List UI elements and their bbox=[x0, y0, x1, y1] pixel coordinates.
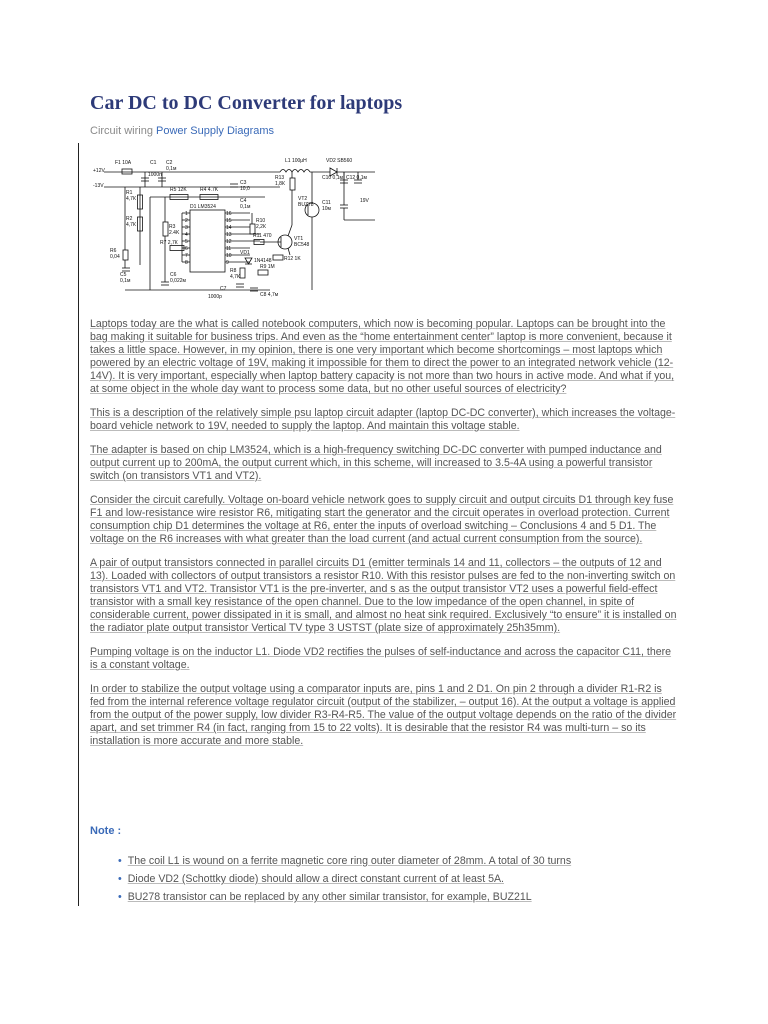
paragraph-circuit[interactable]: Consider the circuit carefully. Voltage on-board vehicle network goes to supply circuit and output circuits D1 through key fuse F1 and low-resistance wire resistor R6, mitigating start the generator and the circuit operates in overload protection. Current consumption chip D1 determines the voltage at R6, enter the inputs of overload switching – Conclusions 4 and 5 D1. The voltage on the R6 increases with what greater than the load current (and actual current consumption from the source). bbox=[90, 494, 674, 545]
label-r5: R5 12K bbox=[170, 187, 187, 193]
label-r10: R10 bbox=[256, 218, 266, 224]
label-r13v: 1,8К bbox=[275, 181, 285, 187]
label-r7: R7 2,7К bbox=[160, 240, 178, 246]
label-r11: R11 470 bbox=[253, 233, 272, 239]
label-r13: R13 bbox=[275, 175, 285, 181]
note-heading: Note : bbox=[90, 825, 122, 837]
label-c11: C11 bbox=[322, 200, 331, 206]
label-r4: R4 4.7K bbox=[200, 187, 219, 193]
category-line bbox=[90, 125, 274, 137]
label-c7v: 1000p bbox=[208, 294, 222, 300]
pin-l7: 7 bbox=[185, 253, 188, 259]
paragraph-intro[interactable]: Laptops today are the what is called notebook computers, which now is becoming popular. Laptops can be brought into the bag making it suitable for business trips. And even as the “home entertainment center” laptop is more convenient, because it takes a little space. However, in my opinion, there is one very important which become shortcomings – most laptops which powered by an electric voltage of 19V, making it impossible for them to direct the power to an integrated network vehicle (12-14V). It is very important, especially when laptop battery capacity is not more than two hours in active mode. And what if you, at some object in the whole day want to process some data, but no other useful sources of electricity? bbox=[90, 318, 675, 395]
label-r2: R2 bbox=[126, 216, 133, 222]
label-c1: C1 bbox=[150, 160, 157, 166]
label-in-pos: +12V bbox=[93, 168, 105, 174]
label-c12: C12 0,1м bbox=[346, 175, 367, 181]
pin-r12: 12 bbox=[226, 239, 232, 245]
label-f1: F1 10A bbox=[115, 160, 132, 166]
label-r2v: 4,7К bbox=[126, 222, 136, 228]
label-r8: R8 bbox=[230, 268, 237, 274]
label-l1: L1 100μH bbox=[285, 158, 307, 164]
label-r6v: 0,04 bbox=[110, 254, 120, 260]
label-c2: C2 bbox=[166, 160, 173, 166]
pin-l6: 6 bbox=[185, 246, 188, 252]
label-r3: R3 bbox=[169, 224, 176, 230]
pin-l4: 4 bbox=[185, 232, 188, 238]
left-rule bbox=[78, 143, 79, 906]
label-c5v: 0,1м bbox=[120, 278, 131, 284]
bullet-icon: • bbox=[118, 891, 122, 903]
label-vt1: VT1 bbox=[294, 236, 304, 242]
label-vd1v: 1N4148 bbox=[254, 258, 272, 264]
label-c3: C3 bbox=[240, 180, 247, 186]
pin-r10: 10 bbox=[226, 253, 232, 259]
pin-l2: 2 bbox=[185, 218, 188, 224]
pin-r14: 14 bbox=[226, 225, 232, 231]
label-c4v: 0,1м bbox=[240, 204, 251, 210]
label-c7: C7 bbox=[220, 286, 227, 292]
paragraph-description[interactable]: This is a description of the relatively simple psu laptop circuit adapter (laptop DC-DC converter), which increases the voltage-board vehicle network to 19V, needed to supply the laptop. And maintain this voltage stable. bbox=[90, 407, 676, 432]
note-text: Diode VD2 (Schottky diode) should allow a direct constant current of at least 5A. bbox=[127, 873, 504, 885]
label-vt2v: BUZ78 bbox=[298, 202, 314, 208]
label-c10: C10 0,1м bbox=[322, 175, 343, 181]
note-text: The coil L1 is wound on a ferrite magnetic core ring outer diameter of 28mm. A total of 30 turns bbox=[127, 855, 572, 867]
bullet-icon: • bbox=[118, 855, 122, 867]
pin-l1: 1 bbox=[185, 211, 188, 217]
label-vd2: VD2 SB560 bbox=[326, 158, 353, 164]
notes-list bbox=[118, 855, 571, 909]
category-prefix: Circuit wiring bbox=[90, 125, 153, 137]
label-vd1: VD1 bbox=[240, 250, 250, 256]
label-r9: R9 1M bbox=[260, 264, 275, 270]
label-r6: R6 bbox=[110, 248, 117, 254]
label-in-neg: -13V bbox=[93, 183, 104, 189]
label-c6: C6 bbox=[170, 272, 177, 278]
label-c2v: 0,1м bbox=[166, 166, 177, 172]
pin-l5: 5 bbox=[185, 239, 188, 245]
label-r1: R1 bbox=[126, 190, 133, 196]
bullet-icon: • bbox=[118, 873, 122, 885]
label-r1v: 4,7К bbox=[126, 196, 136, 202]
schematic-labels bbox=[93, 158, 370, 300]
label-c5: C5 bbox=[120, 272, 127, 278]
note-item[interactable] bbox=[118, 855, 571, 867]
note-text: BU278 transistor can be replaced by any other similar transistor, for example, BUZ21L bbox=[127, 891, 532, 903]
note-item[interactable] bbox=[118, 873, 571, 885]
label-r3v: 2.4K bbox=[169, 230, 180, 236]
label-c4: C4 bbox=[240, 198, 247, 204]
circuit-schematic bbox=[90, 150, 378, 304]
pin-l3: 3 bbox=[185, 225, 188, 231]
note-item[interactable] bbox=[118, 891, 571, 903]
article-body bbox=[90, 318, 678, 759]
label-vt2: VT2 bbox=[298, 196, 308, 202]
paragraph-chip[interactable]: The adapter is based on chip LM3524, which is a high-frequency switching DC-DC converter with pumped inductance and output current up to 200mA, the output current which, in this scheme, will increased to 3.5-4A using a powerful transistor switch (on transistors VT1 and VT2). bbox=[90, 444, 662, 482]
pin-r15: 15 bbox=[226, 218, 232, 224]
label-c1v: 1000n bbox=[148, 172, 162, 178]
label-c3v: 10,0 bbox=[240, 186, 250, 192]
label-c8: C8 4,7м bbox=[260, 292, 279, 298]
page-title: Car DC to DC Converter for laptops bbox=[90, 92, 403, 114]
label-vt1v: BC548 bbox=[294, 242, 310, 248]
paragraph-transistors[interactable]: A pair of output transistors connected in parallel circuits D1 (emitter terminals 14 and 11, collectors – the outputs of 12 and 13). Loaded with collectors of output transistors a resistor R10. With this resistor pulses are fed to the non-inverting switch on transistors VT1 and VT2. Transistor VT1 is the pre-inverter, and s as the output transistor VT2 uses a powerful field-effect transistor with a small key resistance of the open channel. Due to the low impedance of the open channel, in spite of considerable current, power dissipated in it is small, and almost no heat sink required. Exclusively “to ensure” it is installed on the radiator plate output transistor Vertical TV type 3 USTST (plate size of approximately 25h35mm). bbox=[90, 557, 677, 634]
paragraph-stabilize[interactable]: In order to stabilize the output voltage using a comparator inputs are, pins 1 and 2 D1. On pin 2 through a divider R1-R2 is fed from the internal reference voltage regulator circuit (output of the stabilizer, – output 16). At the output a voltage is applied from the output of the power supply, low divider R3-R4-R5. The value of the output voltage depends on the ratio of the divider apart, and set trimmer R4 (in fact, ranging from 15 to 22 volts). It is desirable that the resistor R4 was multi-turn – so its installation is more accurate and more stable. bbox=[90, 683, 677, 747]
pin-r9: 9 bbox=[226, 260, 229, 266]
pin-l8: 8 bbox=[185, 260, 188, 266]
label-c11v: 10м bbox=[322, 206, 331, 212]
pin-r11: 11 bbox=[226, 246, 232, 252]
category-link[interactable]: Power Supply Diagrams bbox=[156, 125, 275, 137]
label-out: 19V bbox=[360, 198, 369, 204]
label-c6v: 0,022м bbox=[170, 278, 186, 284]
label-r10v: 2,2К bbox=[256, 224, 266, 230]
label-r8v: 4,7К bbox=[230, 274, 240, 280]
pin-r13: 13 bbox=[226, 232, 232, 238]
paragraph-pumping[interactable]: Pumping voltage is on the inductor L1. Diode VD2 rectifies the pulses of self-inductance and across the capacitor C11, there is a constant voltage. bbox=[90, 646, 672, 671]
label-d1: D1 LM3524 bbox=[190, 204, 216, 210]
pin-r16: 16 bbox=[226, 211, 232, 217]
label-r12: R12 1K bbox=[284, 256, 301, 262]
